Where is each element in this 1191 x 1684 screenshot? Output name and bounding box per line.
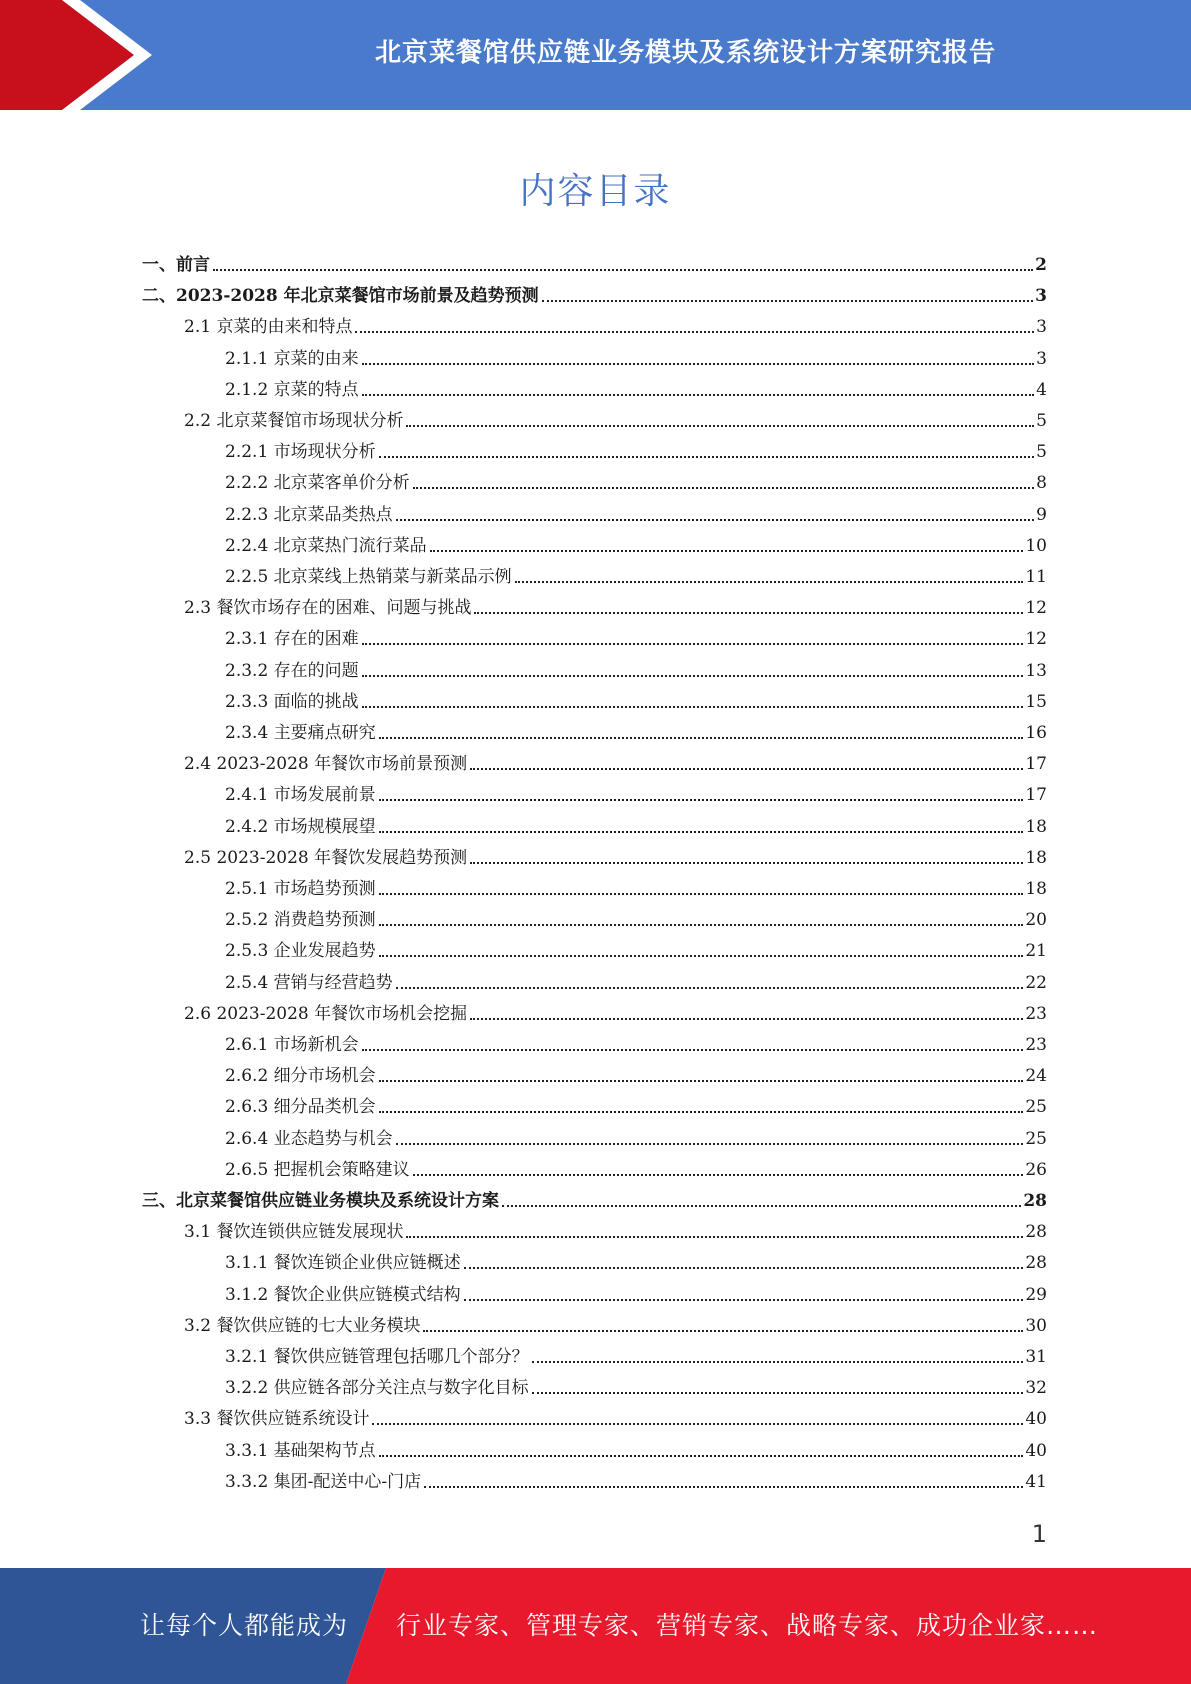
toc-entry-title: 2.3.4 主要痛点研究	[225, 723, 376, 743]
toc-entry-title: 3.2.1 餐饮供应链管理包括哪几个部分？	[225, 1347, 529, 1367]
toc-entry[interactable]	[225, 1034, 1047, 1056]
footer-slogan-left: 让每个人都能成为	[140, 1611, 349, 1640]
toc-entry-page: 16	[1025, 723, 1047, 743]
toc-entry[interactable]	[184, 1408, 1047, 1430]
toc-entry-page: 18	[1025, 879, 1047, 899]
toc-dot-leader	[515, 581, 1024, 583]
toc-entry-title: 2.2.1 市场现状分析	[225, 442, 376, 463]
toc-entry[interactable]	[184, 847, 1047, 869]
toc-entry[interactable]	[225, 566, 1047, 588]
toc-entry[interactable]	[184, 316, 1047, 338]
toc-entry-page: 24	[1025, 1066, 1047, 1087]
toc-dot-leader	[379, 1111, 1024, 1113]
toc-entry[interactable]	[225, 909, 1047, 931]
toc-entry-page: 28	[1025, 1253, 1047, 1274]
toc-entry[interactable]	[225, 1284, 1047, 1306]
toc-entry-page: 18	[1025, 847, 1047, 868]
toc-entry-title: 2.6.1 市场新机会	[225, 1035, 359, 1055]
toc-entry-title: 2.2.5 北京菜线上热销菜与新菜品示例	[225, 567, 512, 587]
toc-dot-leader	[406, 425, 1034, 427]
toc-entry[interactable]	[225, 784, 1047, 806]
toc-entry-page: 22	[1025, 972, 1047, 993]
toc-entry-page: 23	[1025, 1003, 1047, 1024]
toc-entry[interactable]	[225, 1128, 1047, 1150]
toc-entry[interactable]	[225, 1440, 1047, 1462]
toc-entry-title: 2.2.2 北京菜客单价分析	[225, 473, 410, 494]
toc-entry-title: 一、前言	[142, 255, 210, 275]
toc-dot-leader	[362, 675, 1024, 677]
toc-entry-title: 3.1 餐饮连锁供应链发展现状	[184, 1222, 404, 1243]
toc-dot-leader	[362, 706, 1024, 708]
toc-entry-title: 二、2023-2028 年北京菜餐馆市场前景及趋势预测	[142, 286, 539, 307]
toc-entry[interactable]	[225, 504, 1047, 526]
toc-dot-leader	[379, 831, 1024, 833]
toc-dot-leader	[532, 1361, 1024, 1363]
toc-entry[interactable]	[225, 348, 1047, 370]
toc-dot-leader	[362, 394, 1035, 396]
toc-entry-title: 3.2 餐饮供应链的七大业务模块	[184, 1315, 421, 1336]
toc-entry[interactable]	[225, 816, 1047, 838]
toc-dot-leader	[396, 519, 1035, 521]
toc-entry-title: 3.1.1 餐饮连锁企业供应链概述	[225, 1253, 461, 1274]
toc-entry-page: 23	[1025, 1035, 1047, 1055]
toc-entry-page: 17	[1025, 785, 1047, 806]
toc-entry-page: 40	[1025, 1440, 1047, 1461]
toc-entry-title: 2.6 2023-2028 年餐饮市场机会挖掘	[184, 1003, 468, 1024]
toc-entry-page: 26	[1025, 1159, 1047, 1180]
toc-heading: 内容目录	[519, 171, 672, 212]
toc-entry-title: 2.6.2 细分市场机会	[225, 1066, 376, 1087]
toc-entry-page: 28	[1023, 1191, 1047, 1211]
toc-entry-page: 41	[1025, 1471, 1047, 1492]
toc-entry-title: 3.3 餐饮供应链系统设计	[184, 1409, 370, 1430]
toc-dot-leader	[213, 269, 1033, 271]
toc-entry[interactable]	[184, 1003, 1047, 1025]
toc-dot-leader	[396, 1143, 1024, 1145]
toc-entry[interactable]	[225, 1471, 1047, 1493]
toc-entry-title: 2.3 餐饮市场存在的困难、问题与挑战	[184, 598, 472, 619]
toc-dot-leader	[423, 1330, 1023, 1332]
toc-entry-title: 2.3.2 存在的问题	[225, 660, 359, 681]
toc-entry-page: 25	[1025, 1128, 1047, 1149]
toc-dot-leader	[470, 768, 1023, 770]
toc-entry-page: 18	[1025, 816, 1047, 837]
toc-entry-title: 2.6.4 业态趋势与机会	[225, 1128, 393, 1149]
toc-entry[interactable]	[225, 472, 1047, 494]
toc-entry-title: 2.3.1 存在的困难	[225, 629, 359, 650]
toc-entry-page: 15	[1025, 691, 1047, 712]
toc-entry-title: 3.1.2 餐饮企业供应链模式结构	[225, 1284, 461, 1305]
toc-entry-page: 25	[1025, 1097, 1047, 1118]
toc-entry-title: 2.4.1 市场发展前景	[225, 785, 376, 806]
toc-dot-leader	[413, 1174, 1024, 1176]
toc-entry-page: 12	[1025, 629, 1047, 650]
toc-entry-title: 2.5.2 消费趋势预测	[225, 910, 376, 931]
toc-entry-title: 2.6.3 细分品类机会	[225, 1097, 376, 1118]
toc-entry-title: 三、北京菜餐馆供应链业务模块及系统设计方案	[142, 1191, 499, 1211]
toc-entry-page: 3	[1036, 317, 1047, 338]
toc-dot-leader	[379, 737, 1024, 739]
toc-entry-title: 2.5.3 企业发展趋势	[225, 941, 376, 962]
toc-dot-leader	[379, 1080, 1024, 1082]
toc-entry[interactable]	[184, 410, 1047, 432]
report-title: 北京菜餐馆供应链业务模块及系统设计方案研究报告	[374, 37, 996, 68]
toc-entry-title: 2.1.1 京菜的由来	[225, 348, 359, 369]
toc-dot-leader	[470, 862, 1023, 864]
toc-entry[interactable]	[225, 1159, 1047, 1181]
toc-dot-leader	[464, 1267, 1024, 1269]
toc-dot-leader	[379, 799, 1024, 801]
toc-dot-leader	[372, 1423, 1023, 1425]
toc-dot-leader	[362, 643, 1024, 645]
toc-dot-leader	[474, 612, 1023, 614]
toc-dot-leader	[470, 1018, 1023, 1020]
toc-entry[interactable]	[225, 1065, 1047, 1087]
toc-entry-page: 13	[1025, 660, 1047, 681]
toc-entry[interactable]	[184, 1315, 1047, 1337]
toc-entry-page: 30	[1025, 1315, 1047, 1336]
toc-dot-leader	[362, 363, 1035, 365]
toc-dot-leader	[430, 550, 1024, 552]
toc-entry[interactable]	[142, 254, 1047, 276]
toc-entry-title: 3.3.2 集团-配送中心-门店	[225, 1471, 422, 1492]
toc-entry-page: 21	[1025, 941, 1047, 962]
toc-entry[interactable]	[225, 1346, 1047, 1368]
toc-entry[interactable]	[225, 691, 1047, 713]
toc-entry-page: 28	[1025, 1222, 1047, 1243]
toc-entry-page: 10	[1025, 535, 1047, 556]
toc-entry-title: 2.1.2 京菜的特点	[225, 379, 359, 400]
toc-entry[interactable]	[225, 441, 1047, 463]
toc-entry-title: 2.2 北京菜餐馆市场现状分析	[184, 411, 404, 431]
toc-entry-page: 2	[1035, 255, 1047, 275]
toc-entry-page: 31	[1025, 1347, 1047, 1367]
footer-slogan-right: 行业专家、管理专家、营销专家、战略专家、成功企业家……	[396, 1611, 1099, 1640]
toc-entry-page: 29	[1025, 1284, 1047, 1305]
toc-entry-title: 2.4.2 市场规模展望	[225, 816, 376, 837]
toc-entry-page: 32	[1025, 1378, 1047, 1399]
red-chevron-icon	[0, 0, 160, 110]
page-number: 1	[1031, 1520, 1047, 1548]
toc-dot-leader	[413, 487, 1035, 489]
toc-dot-leader	[362, 1049, 1024, 1051]
toc-entry-page: 11	[1025, 567, 1047, 587]
toc-dot-leader	[379, 1455, 1024, 1457]
toc-entry-title: 2.5.1 市场趋势预测	[225, 879, 376, 899]
toc-entry[interactable]	[225, 628, 1047, 650]
toc-entry[interactable]	[225, 940, 1047, 962]
toc-dot-leader	[355, 331, 1034, 333]
toc-entry-page: 17	[1025, 754, 1047, 775]
toc-entry[interactable]	[225, 535, 1047, 557]
toc-entry-title: 2.2.4 北京菜热门流行菜品	[225, 535, 427, 556]
toc-entry-page: 20	[1025, 910, 1047, 931]
toc-dot-leader	[502, 1205, 1021, 1207]
toc-entry[interactable]	[225, 1252, 1047, 1274]
toc-entry[interactable]	[225, 972, 1047, 994]
toc-entry[interactable]	[184, 753, 1047, 775]
toc-entry-title: 2.1 京菜的由来和特点	[184, 317, 353, 338]
toc-entry-page: 4	[1036, 379, 1047, 400]
toc-entry-page: 40	[1025, 1409, 1047, 1430]
toc-dot-leader	[379, 456, 1035, 458]
footer-banner	[0, 1568, 1191, 1684]
toc-entry[interactable]	[225, 379, 1047, 401]
toc-dot-leader	[379, 955, 1024, 957]
toc-entry-title: 2.3.3 面临的挑战	[225, 691, 359, 712]
toc-entry-page: 5	[1036, 442, 1047, 463]
toc-entry[interactable]	[184, 1221, 1047, 1243]
toc-entry-title: 2.4 2023-2028 年餐饮市场前景预测	[184, 754, 468, 775]
header-banner	[0, 0, 1191, 110]
toc-dot-leader	[406, 1236, 1023, 1238]
toc-entry-title: 2.6.5 把握机会策略建议	[225, 1159, 410, 1180]
toc-entry[interactable]	[225, 878, 1047, 900]
toc-entry-page: 5	[1036, 411, 1047, 431]
toc-dot-leader	[464, 1299, 1024, 1301]
toc-entry[interactable]	[225, 660, 1047, 682]
toc-entry-title: 2.5.4 营销与经营趋势	[225, 972, 393, 993]
toc-dot-leader	[424, 1486, 1023, 1488]
toc-entry-page: 8	[1036, 473, 1047, 494]
toc-entry[interactable]	[184, 597, 1047, 619]
toc-dot-leader	[396, 987, 1024, 989]
toc-dot-leader	[542, 300, 1034, 302]
toc-entry[interactable]	[225, 722, 1047, 744]
toc-entry-title: 3.2.2 供应链各部分关注点与数字化目标	[225, 1378, 529, 1399]
toc-entry-page: 3	[1035, 286, 1047, 307]
toc-entry[interactable]	[142, 1190, 1047, 1212]
toc-entry-page: 9	[1036, 504, 1047, 525]
toc-entry-title: 3.3.1 基础架构节点	[225, 1440, 376, 1461]
toc-entry-title: 2.2.3 北京菜品类热点	[225, 504, 393, 525]
toc-dot-leader	[532, 1392, 1024, 1394]
toc-entry[interactable]	[142, 285, 1047, 307]
toc-entry-page: 3	[1036, 348, 1047, 369]
toc-entry-page: 12	[1025, 598, 1047, 619]
toc-dot-leader	[379, 893, 1024, 895]
toc-dot-leader	[379, 924, 1024, 926]
toc-entry[interactable]	[225, 1377, 1047, 1399]
toc-entry-title: 2.5 2023-2028 年餐饮发展趋势预测	[184, 847, 468, 868]
toc-entry[interactable]	[225, 1096, 1047, 1118]
